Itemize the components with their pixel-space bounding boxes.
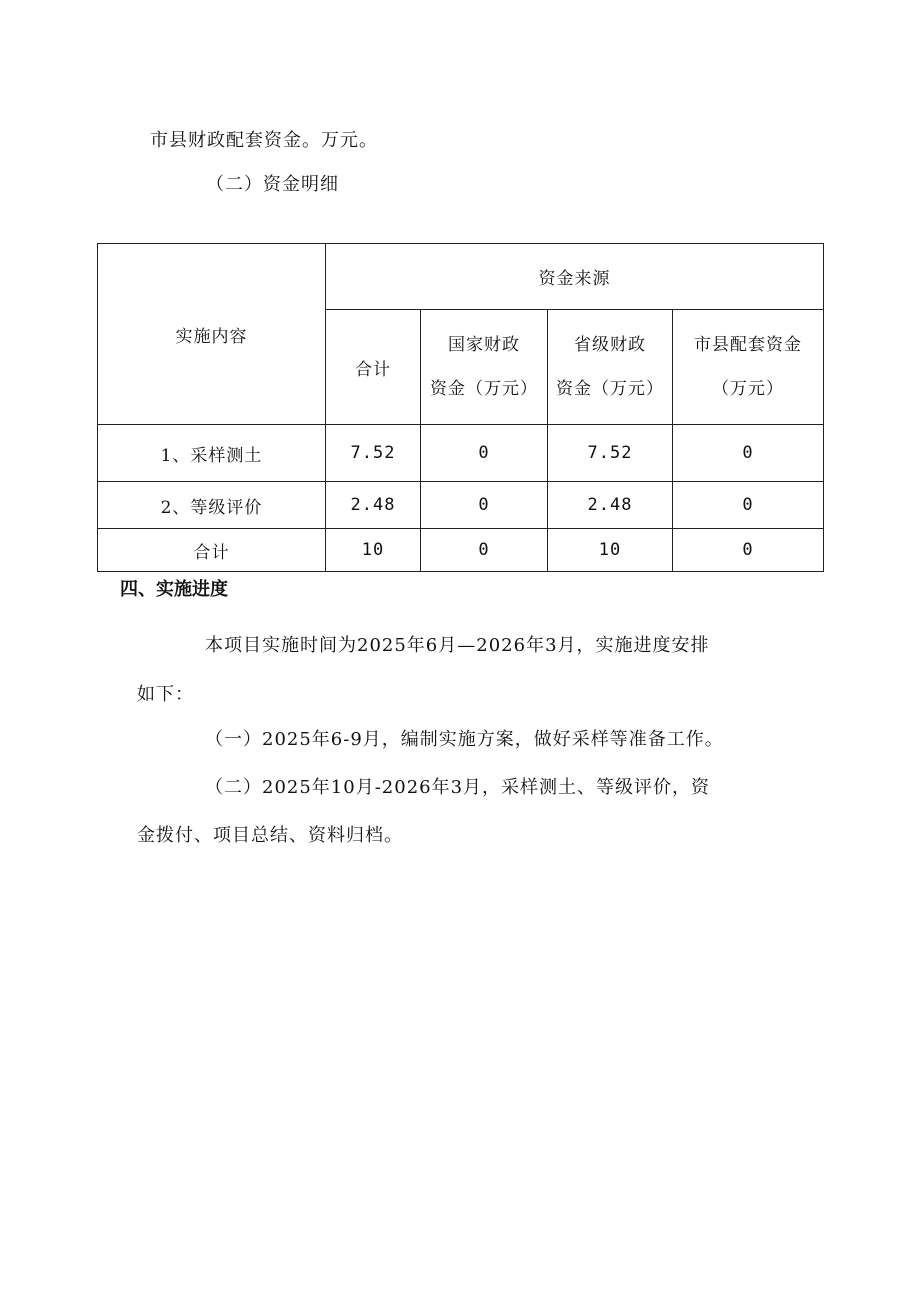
header-source: 资金来源 [326,244,824,310]
row-county: 0 [673,482,824,529]
header-county [673,310,824,425]
header-province-line1: 省级财政 [574,335,646,355]
intro-line: 市县财政配套资金。万元。 [150,130,378,151]
table-total-row [98,529,824,572]
header-national [421,310,548,425]
row-total: 2.48 [326,482,421,529]
schedule-item-2-line1: （二）2025年10月-2026年3月，采样测土、等级评价，资 [205,777,711,798]
row-total: 7.52 [326,425,421,482]
section-title-schedule: 四、实施进度 [120,579,228,600]
header-total: 合计 [326,310,421,425]
header-province [548,310,673,425]
header-county-line2: （万元） [712,379,784,399]
paragraph-schedule-line2: 如下： [137,684,194,705]
schedule-item-1: （一）2025年6-9月，编制实施方案，做好采样等准备工作。 [205,729,724,750]
row-national: 0 [421,425,548,482]
row-total: 10 [326,529,421,572]
row-national: 0 [421,529,548,572]
header-province-line2: 资金（万元） [556,379,664,399]
subheading-fund-details: （二）资金明细 [206,174,339,195]
row-name: 合计 [98,529,326,572]
schedule-item-2-line2: 金拨付、项目总结、资料归档。 [137,825,403,846]
row-name: 2、等级评价 [98,482,326,529]
table-header-row [98,244,824,310]
row-province: 2.48 [548,482,673,529]
header-county-line1: 市县配套资金 [694,335,802,355]
header-content: 实施内容 [98,244,326,425]
table-row [98,425,824,482]
row-county: 0 [673,425,824,482]
row-national: 0 [421,482,548,529]
row-name: 1、采样测土 [98,425,326,482]
header-national-line1: 国家财政 [448,335,520,355]
row-province: 7.52 [548,425,673,482]
fund-table [97,243,824,572]
paragraph-schedule-line1: 本项目实施时间为2025年6月—2026年3月，实施进度安排 [205,635,710,656]
table-row [98,482,824,529]
row-county: 0 [673,529,824,572]
header-national-line2: 资金（万元） [430,379,538,399]
row-province: 10 [548,529,673,572]
